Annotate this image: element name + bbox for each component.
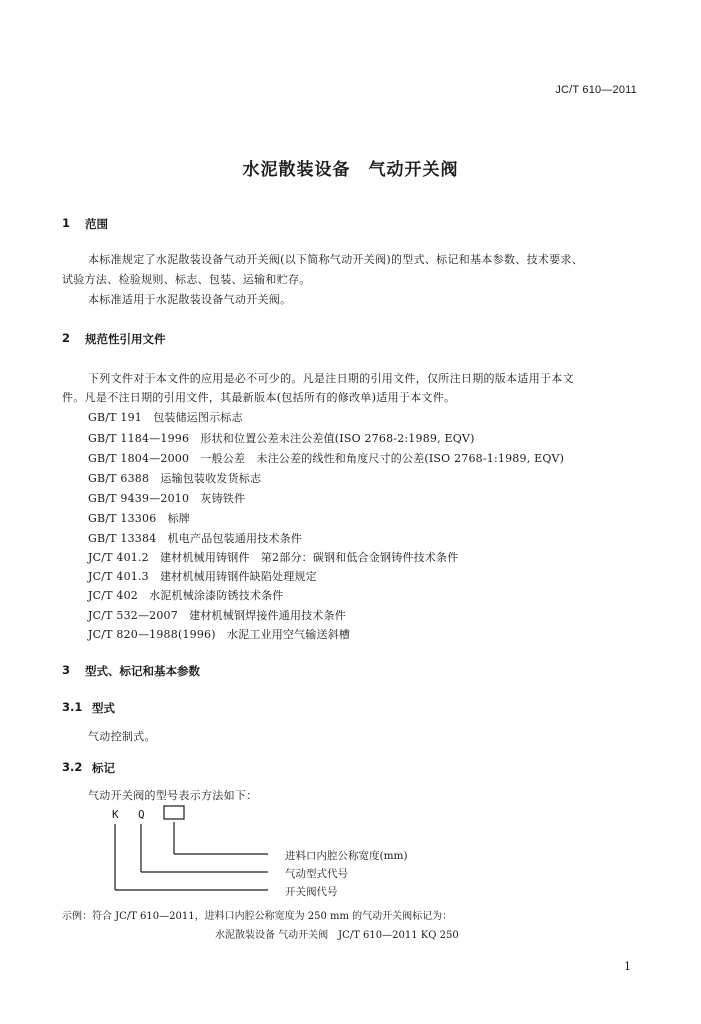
reference-item: GB/T 6388 运输包装收发货标志 <box>88 472 262 485</box>
section3-number: 3 <box>62 663 71 677</box>
document-title: 水泥散装设备 气动开关阀 <box>242 160 459 180</box>
standard-code: JC/T 610—2011 <box>555 84 637 96</box>
section1-number: 1 <box>62 216 71 230</box>
diagram-label-pneumatic-type: 气动型式代号 <box>285 868 348 880</box>
example-line2: 水泥散装设备 气动开关阀 JC/T 610—2011 KQ 250 <box>215 930 459 941</box>
section3-1-text: 气动控制式。 <box>88 730 156 743</box>
reference-item: JC/T 532—2007 建材机械钢焊接件通用技术条件 <box>88 609 346 622</box>
section2-heading: 规范性引用文件 <box>85 332 166 346</box>
section3-2-text: 气动开关阀的型号表示方法如下： <box>88 789 258 802</box>
section1-heading: 范围 <box>85 217 108 231</box>
diagram-label-width: 进料口内腔公称宽度(mm) <box>285 850 408 862</box>
reference-item: GB/T 191 包装储运图示标志 <box>88 411 243 424</box>
page-number: 1 <box>624 960 631 973</box>
reference-item: JC/T 820—1988(1996) 水泥工业用空气输送斜槽 <box>88 628 351 641</box>
section1-para2: 本标准适用于水泥散装设备气动开关阀。 <box>88 293 292 306</box>
reference-item: GB/T 13384 机电产品包装通用技术条件 <box>88 532 303 545</box>
section3-1-number: 3.1 <box>62 700 83 714</box>
diagram-width-box <box>164 806 184 819</box>
reference-item: GB/T 1184—1996 形状和位置公差未注公差值(ISO 2768-2:1989, EQV) <box>88 432 475 445</box>
section1-para1-line2: 试验方法、检验规则、标志、包装、运输和贮存。 <box>62 273 311 286</box>
section3-heading: 型式、标记和基本参数 <box>85 664 200 678</box>
reference-item: GB/T 9439—2010 灰铸铁件 <box>88 492 246 505</box>
reference-item: JC/T 402 水泥机械涂漆防锈技术条件 <box>88 589 284 602</box>
reference-item: GB/T 1804—2000 一般公差 未注公差的线性和角度尺寸的公差(ISO 2768-1:1989, EQV) <box>88 452 565 465</box>
diagram-letter-k: K <box>112 808 119 821</box>
section2-intro-line1: 下列文件对于本文件的应用是必不可少的。凡是注日期的引用文件，仅所注日期的版本适用于本文 <box>88 372 574 385</box>
reference-item: JC/T 401.3 建材机械用铸钢件缺陷处理规定 <box>88 570 317 583</box>
diagram-label-valve-code: 开关阀代号 <box>285 886 338 898</box>
reference-item: GB/T 13306 标牌 <box>88 512 191 525</box>
example-line1: 示例：符合 JC/T 610—2011，进料口内腔公称宽度为 250 mm 的气动开关阀标记为： <box>62 911 453 922</box>
model-designation-diagram <box>100 800 300 895</box>
section3-1-heading: 型式 <box>92 701 115 715</box>
section1-para1-line1: 本标准规定了水泥散装设备气动开关阀(以下简称气动开关阀)的型式、标记和基本参数、技术要求、 <box>88 253 584 266</box>
reference-item: JC/T 401.2 建材机械用铸钢件 第2部分：碳钢和低合金钢铸件技术条件 <box>88 551 459 564</box>
diagram-letter-q: Q <box>138 808 145 821</box>
section2-intro-line2: 件。凡是不注日期的引用文件，其最新版本(包括所有的修改单)适用于本文件。 <box>62 391 456 404</box>
section3-2-number: 3.2 <box>62 760 83 774</box>
section3-2-heading: 标记 <box>92 761 115 775</box>
section2-number: 2 <box>62 331 71 345</box>
